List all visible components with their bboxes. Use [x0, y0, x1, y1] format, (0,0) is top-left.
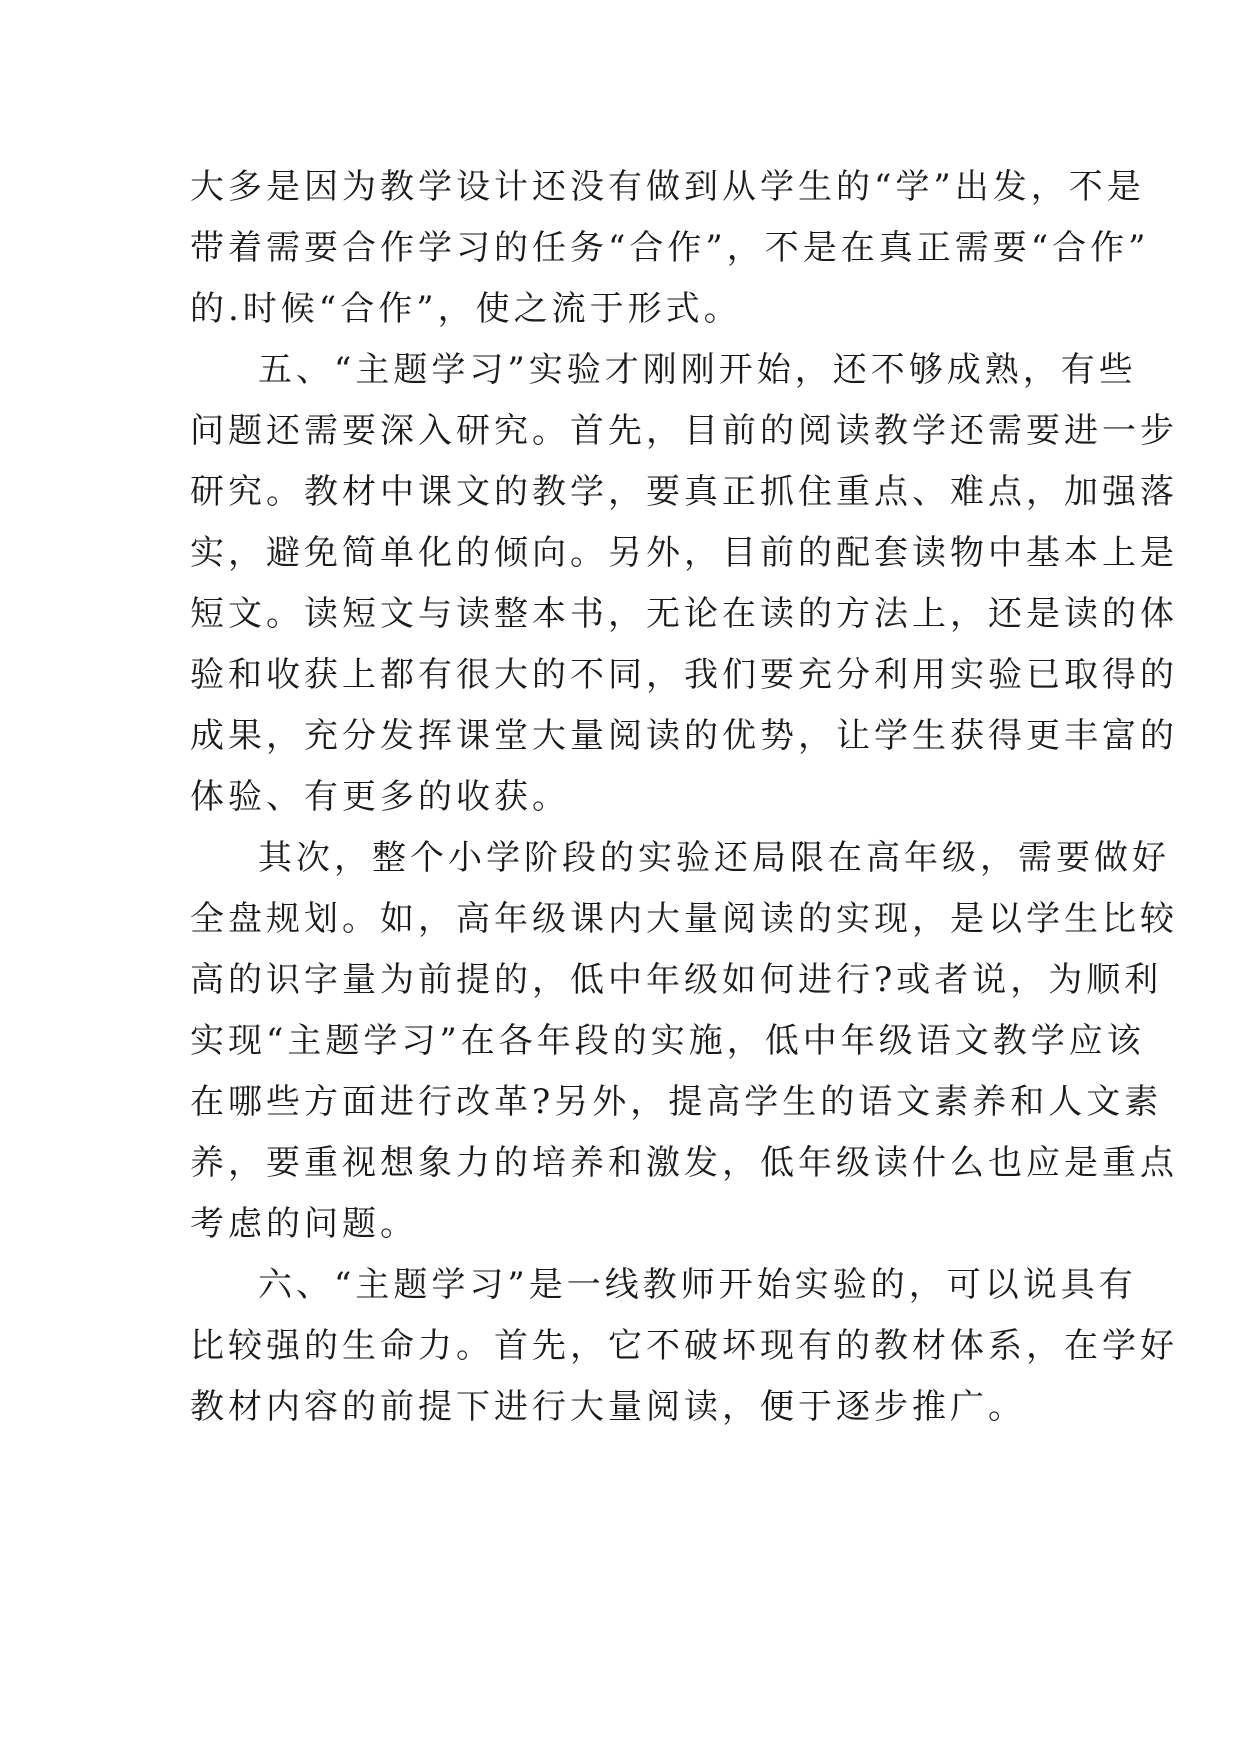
text-line: 全盘规划。如，高年级课内大量阅读的实现，是以学生比较	[190, 899, 1178, 939]
text-line: 考虑的问题。	[190, 1204, 418, 1244]
text-line: 五、“主题学习”实验才刚刚开始，还不够成熟，有些	[258, 350, 1137, 390]
text-line: 其次，整个小学阶段的实验还局限在高年级，需要做好	[258, 838, 1170, 878]
text-line: 六、“主题学习”是一线教师开始实验的，可以说具有	[258, 1265, 1137, 1305]
text-line: 带着需要合作学习的任务“合作”，不是在真正需要“合作”	[190, 228, 1150, 268]
document-body	[190, 157, 1178, 1438]
text-line: 研究。教材中课文的教学，要真正抓住重点、难点，加强落	[190, 472, 1178, 512]
text-line: 问题还需要深入研究。首先，目前的阅读教学还需要进一步	[190, 411, 1178, 451]
text-line: 在哪些方面进行改革?另外，提高学生的语文素养和人文素	[190, 1082, 1163, 1122]
text-line: 教材内容的前提下进行大量阅读，便于逐步推广。	[190, 1387, 1026, 1427]
text-line: 实现“主题学习”在各年段的实施，低中年级语文教学应该	[190, 1021, 1145, 1061]
paragraph-3	[190, 828, 1178, 1255]
text-line: 成果，充分发挥课堂大量阅读的优势，让学生获得更丰富的	[190, 716, 1178, 756]
text-line: 的.时候“合作”，使之流于形式。	[190, 289, 742, 329]
text-line: 高的识字量为前提的，低中年级如何进行?或者说，为顺利	[190, 960, 1163, 1000]
text-line: 验和收获上都有很大的不同，我们要充分利用实验已取得的	[190, 655, 1178, 695]
paragraph-4	[190, 1255, 1178, 1438]
text-line: 体验、有更多的收获。	[190, 777, 570, 817]
text-line: 短文。读短文与读整本书，无论在读的方法上，还是读的体	[190, 594, 1178, 634]
text-line: 养，要重视想象力的培养和激发，低年级读什么也应是重点	[190, 1143, 1178, 1183]
text-line: 实，避免简单化的倾向。另外，目前的配套读物中基本上是	[190, 533, 1178, 573]
paragraph-1	[190, 157, 1150, 340]
paragraph-2	[190, 340, 1178, 828]
text-line: 大多是因为教学设计还没有做到从学生的“学”出发，不是	[190, 167, 1145, 207]
text-line: 比较强的生命力。首先，它不破坏现有的教材体系，在学好	[190, 1326, 1178, 1366]
